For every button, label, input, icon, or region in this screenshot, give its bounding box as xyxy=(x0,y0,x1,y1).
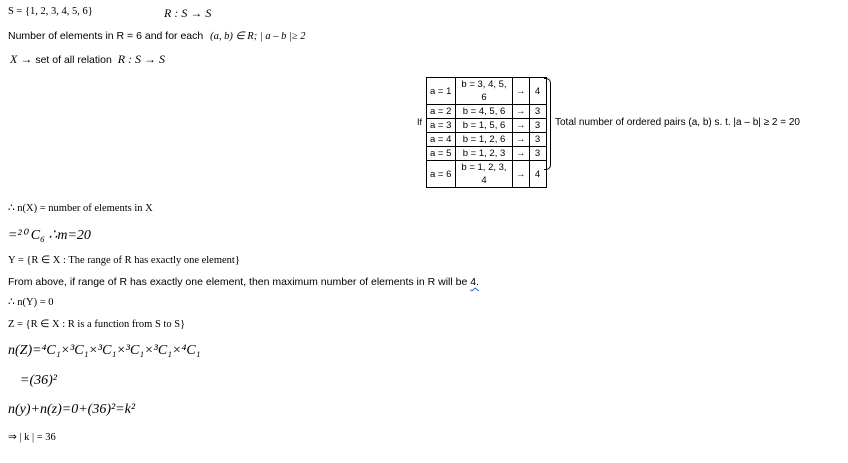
from-above-value: 4. xyxy=(470,276,479,288)
table-if-label: If xyxy=(417,117,423,127)
x-symbol: X → xyxy=(10,52,36,66)
count-cell: 3 xyxy=(529,133,546,147)
arrow-cell: → xyxy=(513,133,530,147)
y-definition-line: Y = {R ∈ X : The range of R has exactly one element} xyxy=(8,255,240,266)
count-cell: 3 xyxy=(529,147,546,161)
num-elements-text: Number of elements in R = 6 and for each xyxy=(8,30,204,42)
x-definition-line xyxy=(10,52,165,67)
from-above-text: From above, if range of R has exactly one element, then maximum number of elements in R will be xyxy=(8,276,471,288)
b-cell: b = 4, 5, 6 xyxy=(456,105,513,119)
x-definition-relation: R : S → S xyxy=(117,52,166,66)
sum-line: n(y)+n(z)=0+(36)²=k² xyxy=(8,402,136,417)
result-line: ⇒ | k | = 36 xyxy=(8,432,56,443)
set-s-line: S = {1, 2, 3, 4, 5, 6} xyxy=(8,6,93,17)
a-cell: a = 6 xyxy=(427,161,456,188)
table-row xyxy=(427,78,547,105)
total-pairs-text: Total number of ordered pairs (a, b) s. t. |a – b| ≥ 2 = 20 xyxy=(555,117,800,128)
x-definition-text: set of all relation xyxy=(35,54,112,66)
arrow-cell: → xyxy=(513,119,530,133)
count-cell: 4 xyxy=(529,78,546,105)
arrow-cell: → xyxy=(513,161,530,188)
arrow-cell: → xyxy=(513,105,530,119)
n-x-line: ∴ n(X) = number of elements in X xyxy=(8,203,153,214)
table-row xyxy=(427,105,547,119)
b-cell: b = 3, 4, 5, 6 xyxy=(456,78,513,105)
count-cell: 4 xyxy=(529,161,546,188)
a-cell: a = 2 xyxy=(427,105,456,119)
right-brace xyxy=(544,78,551,170)
condition-expression: (a, b) ∈ R; | a – b |≥ 2 xyxy=(210,31,306,42)
n-y-line: ∴ n(Y) = 0 xyxy=(8,297,54,308)
b-cell: b = 1, 2, 3, 4 xyxy=(456,161,513,188)
n-z-line: n(Z)=⁴C₁×³C₁×³C₁×³C₁×³C₁×⁴C₁ xyxy=(8,343,201,358)
a-cell: a = 3 xyxy=(427,119,456,133)
from-above-line xyxy=(8,276,479,288)
b-cell: b = 1, 2, 3 xyxy=(456,147,513,161)
arrow-cell: → xyxy=(513,147,530,161)
relation-definition: R : S → S xyxy=(164,6,212,20)
arrow-cell: → xyxy=(513,78,530,105)
count-cell: 3 xyxy=(529,105,546,119)
a-cell: a = 4 xyxy=(427,133,456,147)
combination-line: =²⁰ C₆ ∴m=20 xyxy=(8,228,91,243)
table-row xyxy=(427,119,547,133)
z-definition-line: Z = {R ∈ X : R is a function from S to S} xyxy=(8,319,186,330)
table-row xyxy=(427,147,547,161)
num-elements-line xyxy=(8,30,306,42)
table-row xyxy=(427,161,547,188)
count-cell: 3 xyxy=(529,119,546,133)
b-cell: b = 1, 5, 6 xyxy=(456,119,513,133)
power-line: =(36)² xyxy=(20,373,57,388)
table-row xyxy=(427,133,547,147)
ordered-pairs-table xyxy=(426,77,547,188)
a-cell: a = 5 xyxy=(427,147,456,161)
a-cell: a = 1 xyxy=(427,78,456,105)
b-cell: b = 1, 2, 6 xyxy=(456,133,513,147)
